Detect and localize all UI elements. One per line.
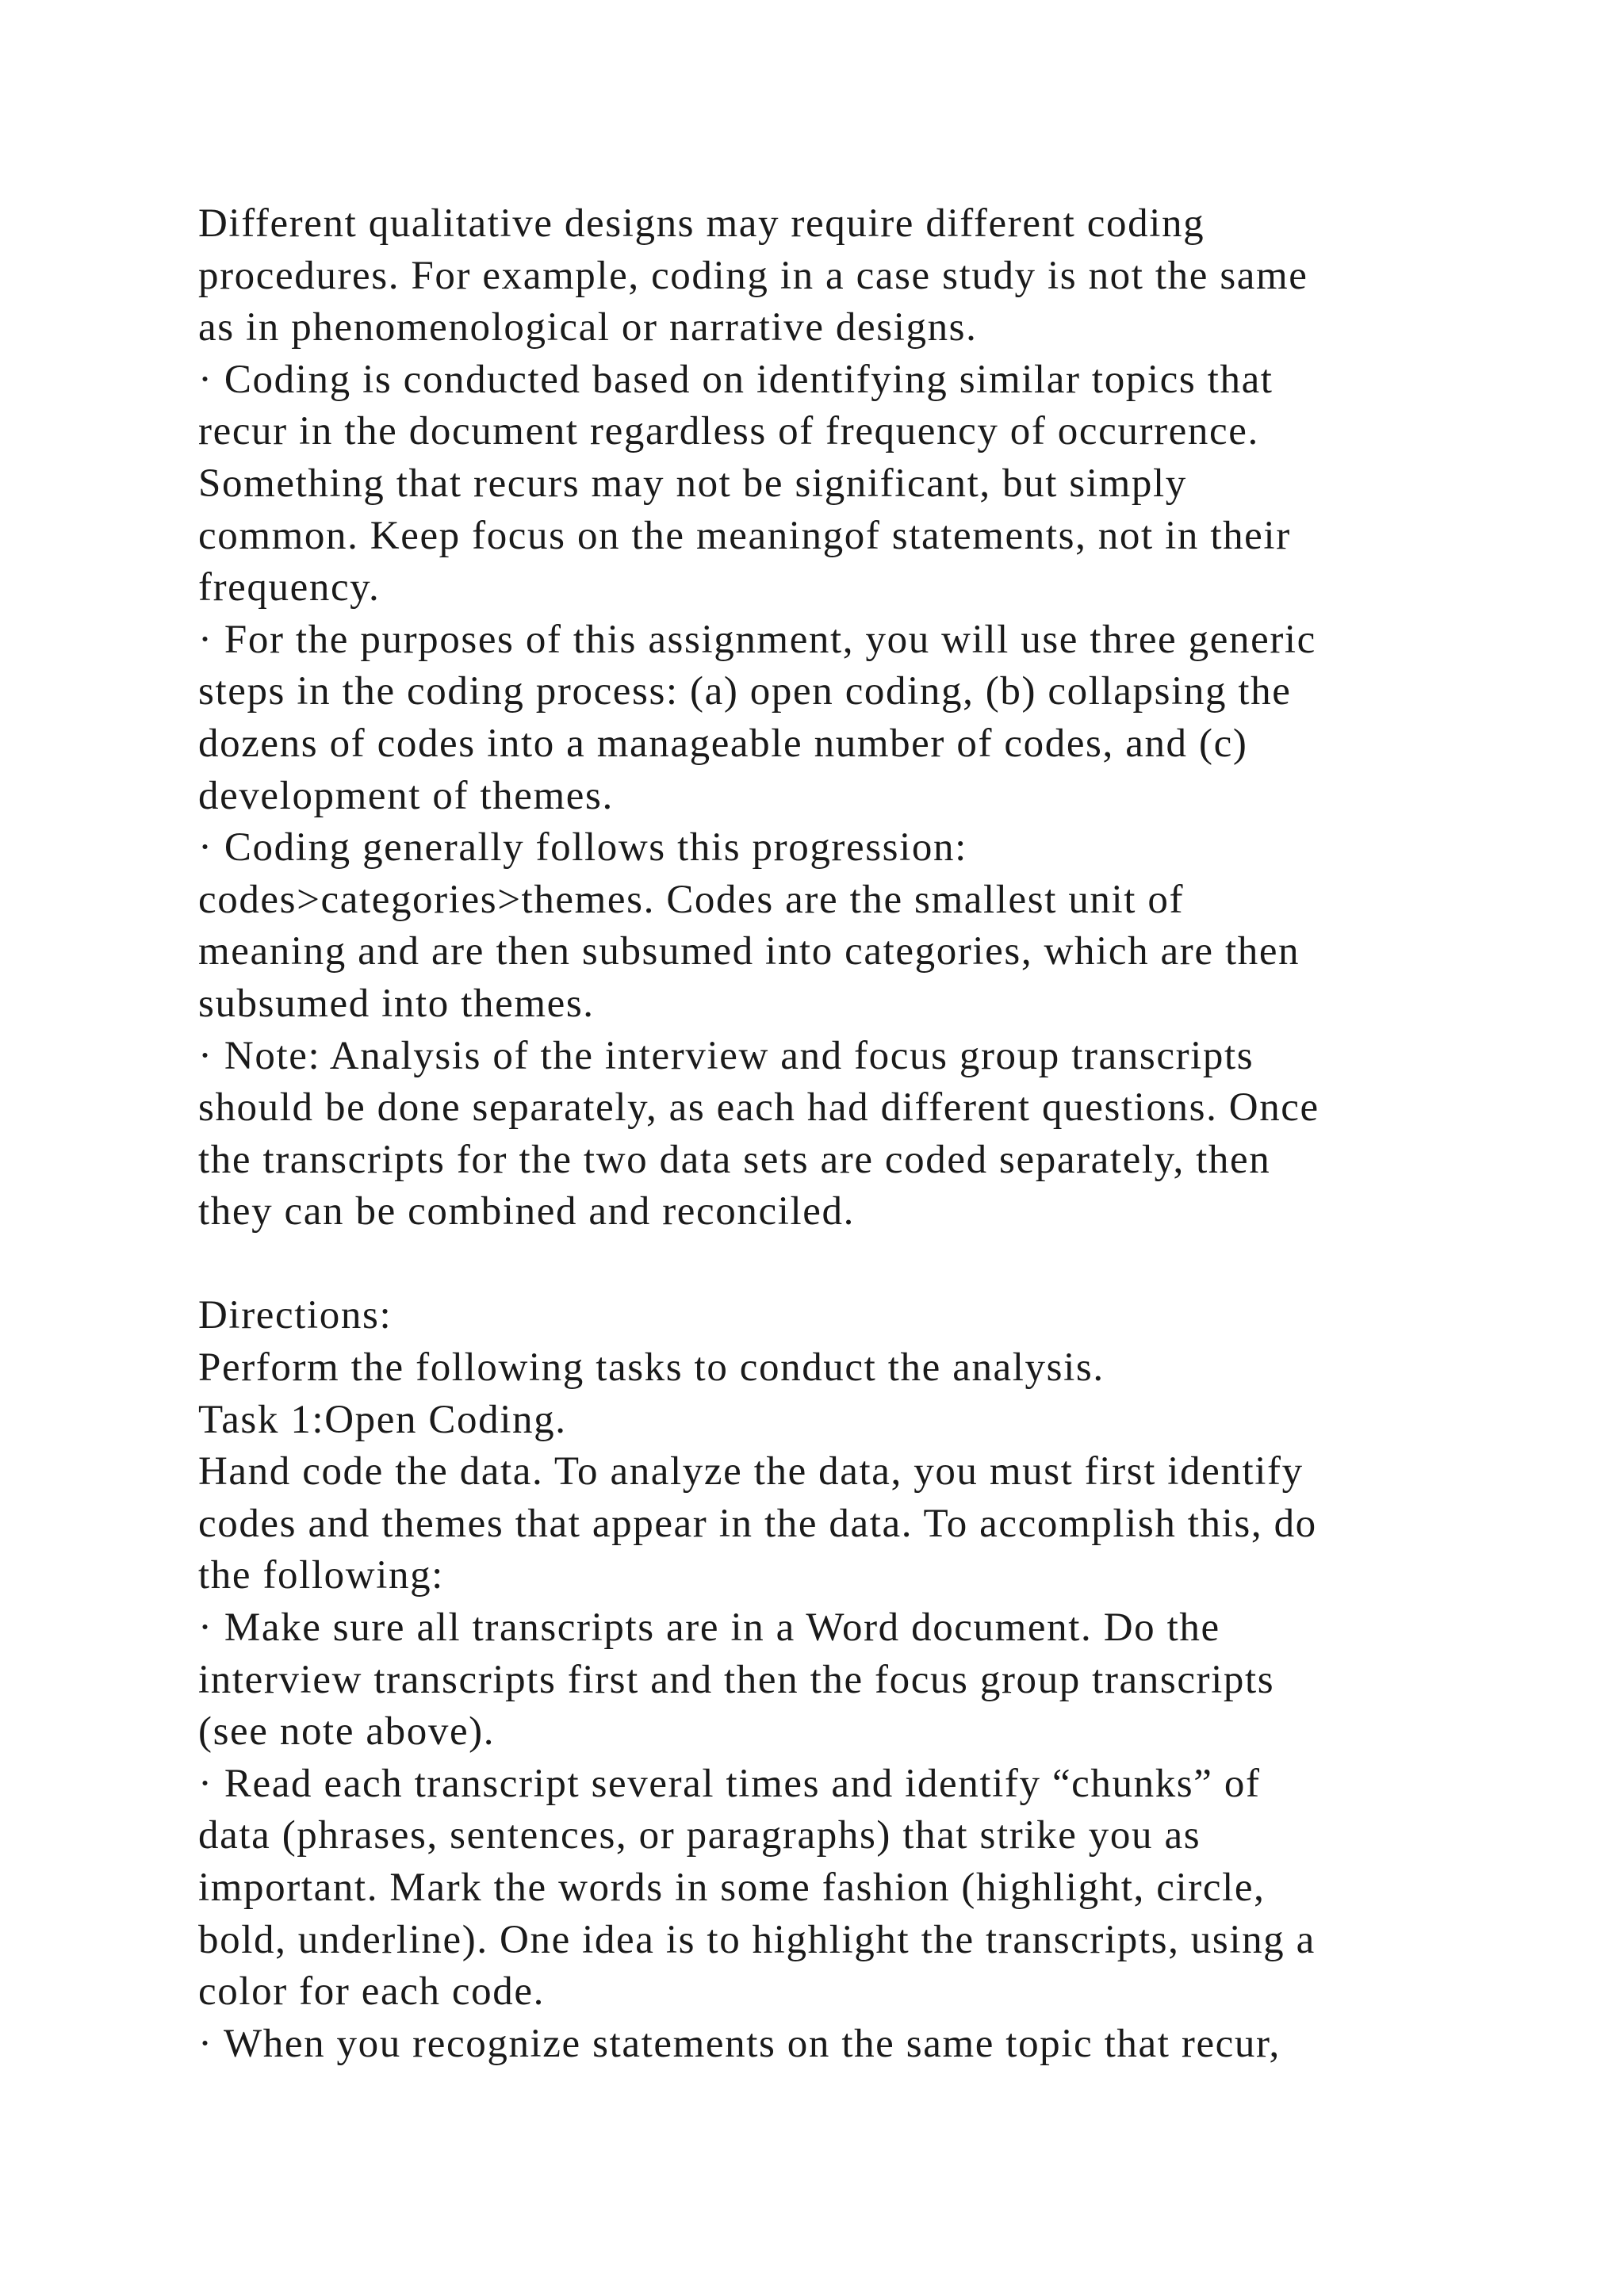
text-line: should be done separately, as each had different questions. Once [198,1085,1320,1131]
text-line: Something that recurs may not be significant, but simply [198,461,1187,506]
text-line: (see note above). [198,1709,496,1755]
text-line: · Coding generally follows this progression: [198,825,967,871]
text-line: recur in the document regardless of frequency of occurrence. [198,409,1259,454]
directions-section [198,1290,1499,2070]
bullet-progression [198,822,1499,1030]
task-title: Task 1:Open Coding. [198,1397,567,1442]
text-line: codes>categories>themes. Codes are the smallest unit of [198,877,1185,922]
bullet-note [198,1031,1499,1238]
text-line: · Make sure all transcripts are in a Word document. Do the [198,1605,1220,1651]
text-line: · Note: Analysis of the interview and focus group transcripts [198,1033,1254,1078]
task-intro [198,1446,1499,1602]
bullet-recurring-topics [198,354,1499,614]
text-line: important. Mark the words in some fashion (highlight, circle, [198,1866,1266,1910]
directions-heading: Directions: [198,1293,393,1338]
bullet-recognize-statements [198,2019,1499,2071]
text-line: · For the purposes of this assignment, you will use three generic [198,617,1316,662]
text-line: as in phenomenological or narrative designs. [198,305,978,350]
text-line: common. Keep focus on the meaningof statements, not in their [198,513,1291,558]
text-line: bold, underline). One idea is to highlight the transcripts, using a [198,1917,1316,1962]
text-line: Different qualitative designs may require different coding [198,201,1205,246]
text-line: the transcripts for the two data sets are coded separately, then [198,1137,1271,1182]
text-line: meaning and are then subsumed into categories, which are then [198,929,1300,974]
bullet-read-transcripts [198,1758,1499,2019]
text-line: procedures. For example, coding in a case study is not the same [198,253,1308,298]
text-line: Hand code the data. To analyze the data, you must first identify [198,1449,1304,1494]
text-line: frequency. [198,565,381,610]
text-line: they can be combined and reconciled. [198,1189,855,1234]
document-body [198,198,1499,2070]
text-line: subsumed into themes. [198,981,595,1026]
text-line: development of themes. [198,773,614,818]
text-line: · Coding is conducted based on identifying similar topics that [198,357,1274,402]
text-line: color for each code. [198,1969,545,2015]
text-line: steps in the coding process: (a) open coding, (b) collapsing the [198,669,1292,714]
text-line: codes and themes that appear in the data. To accomplish this, do [198,1501,1317,1546]
text-line: interview transcripts first and then the focus group transcripts [198,1657,1275,1702]
bullet-three-steps [198,614,1499,822]
bullet-word-document [198,1602,1499,1758]
intro-paragraph [198,198,1499,354]
directions-intro: Perform the following tasks to conduct the analysis. [198,1345,1105,1391]
text-line: · When you recognize statements on the same topic that recur, [198,2021,1281,2066]
text-line: dozens of codes into a manageable number of codes, and (c) [198,721,1248,766]
text-line: data (phrases, sentences, or paragraphs) that strike you as [198,1813,1201,1858]
paragraph-spacer [198,1238,1499,1291]
text-line: the following: [198,1553,444,1598]
text-line: · Read each transcript several times and identify “chunks” of [198,1761,1261,1806]
